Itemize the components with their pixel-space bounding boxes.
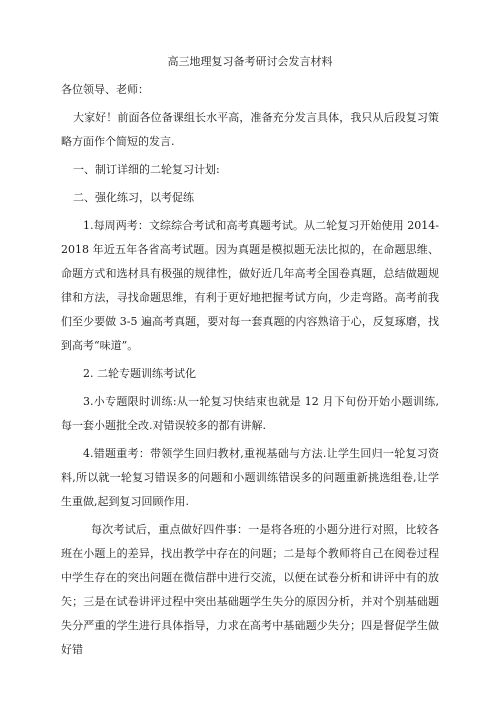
paragraph-after-exams: 每次考试后，重点做好四件事：一是将各班的小题分进行对照，比较各班在小题上的差异，找出教学中存在的问题；二是每个教师将自己在阅卷过程中学生存在的突出问题在微信群中进行交流，以便在试卷分析和讲评中有的放矢；三是在试卷讲评过程中突出基础题学生失分的原因分析，并对个别基础题失分严重的学生进行具体指导，力求在高考中基础题少失分；四是督促学生做好错 — [61, 523, 439, 656]
section-heading-2: 二、强化练习，以考促练 — [73, 191, 194, 204]
paragraph-item-3: 3.小专题限时训练:从一轮复习快结束也就是 12 月下旬份开始小题训练,每一套小题批全改.对错误较多的都有讲解. — [61, 395, 439, 432]
paragraph-item-4: 4.错题重考：带领学生回归教材,重视基础与方法.让学生回归一轮复习资料,所以就一轮复习错误多的问题和小题训练错误多的问题重新挑选组卷,让学生重做,起到复习回顾作用. — [61, 447, 439, 508]
paragraph-item-2: 2. 二轮专题训练考试化 — [83, 367, 196, 380]
section-heading-1: 一、制订详细的二轮复习计划: — [73, 163, 220, 176]
paragraph-opening: 大家好！前面各位备课组长水平高，准备充分发言具体，我只从后段复习策略方面作个简短的发言. — [61, 111, 439, 148]
document-body — [61, 50, 439, 662]
document-title: 高三地理复习备考研讨会发言材料 — [167, 55, 333, 68]
salutation: 各位领导、老师： — [61, 83, 149, 96]
paragraph-item-1: 1.每周两考：文综综合考试和高考真题考试。从二轮复习开始使用 2014-2018 年近五年各省高考试题。因为真题是模拟题无法比拟的，在命题思维、命题方式和选材具有极强的规律性，做好近几年高考全国卷真题，总结做题规律和方法，寻找命题思维，有利于更好地把握考试方向，少走弯路。高考前我们至少要做 3-5 遍高考真题，要对每一套真题的内容熟谙于心，反复琢磨，找到高考“味道”。 — [61, 219, 439, 352]
